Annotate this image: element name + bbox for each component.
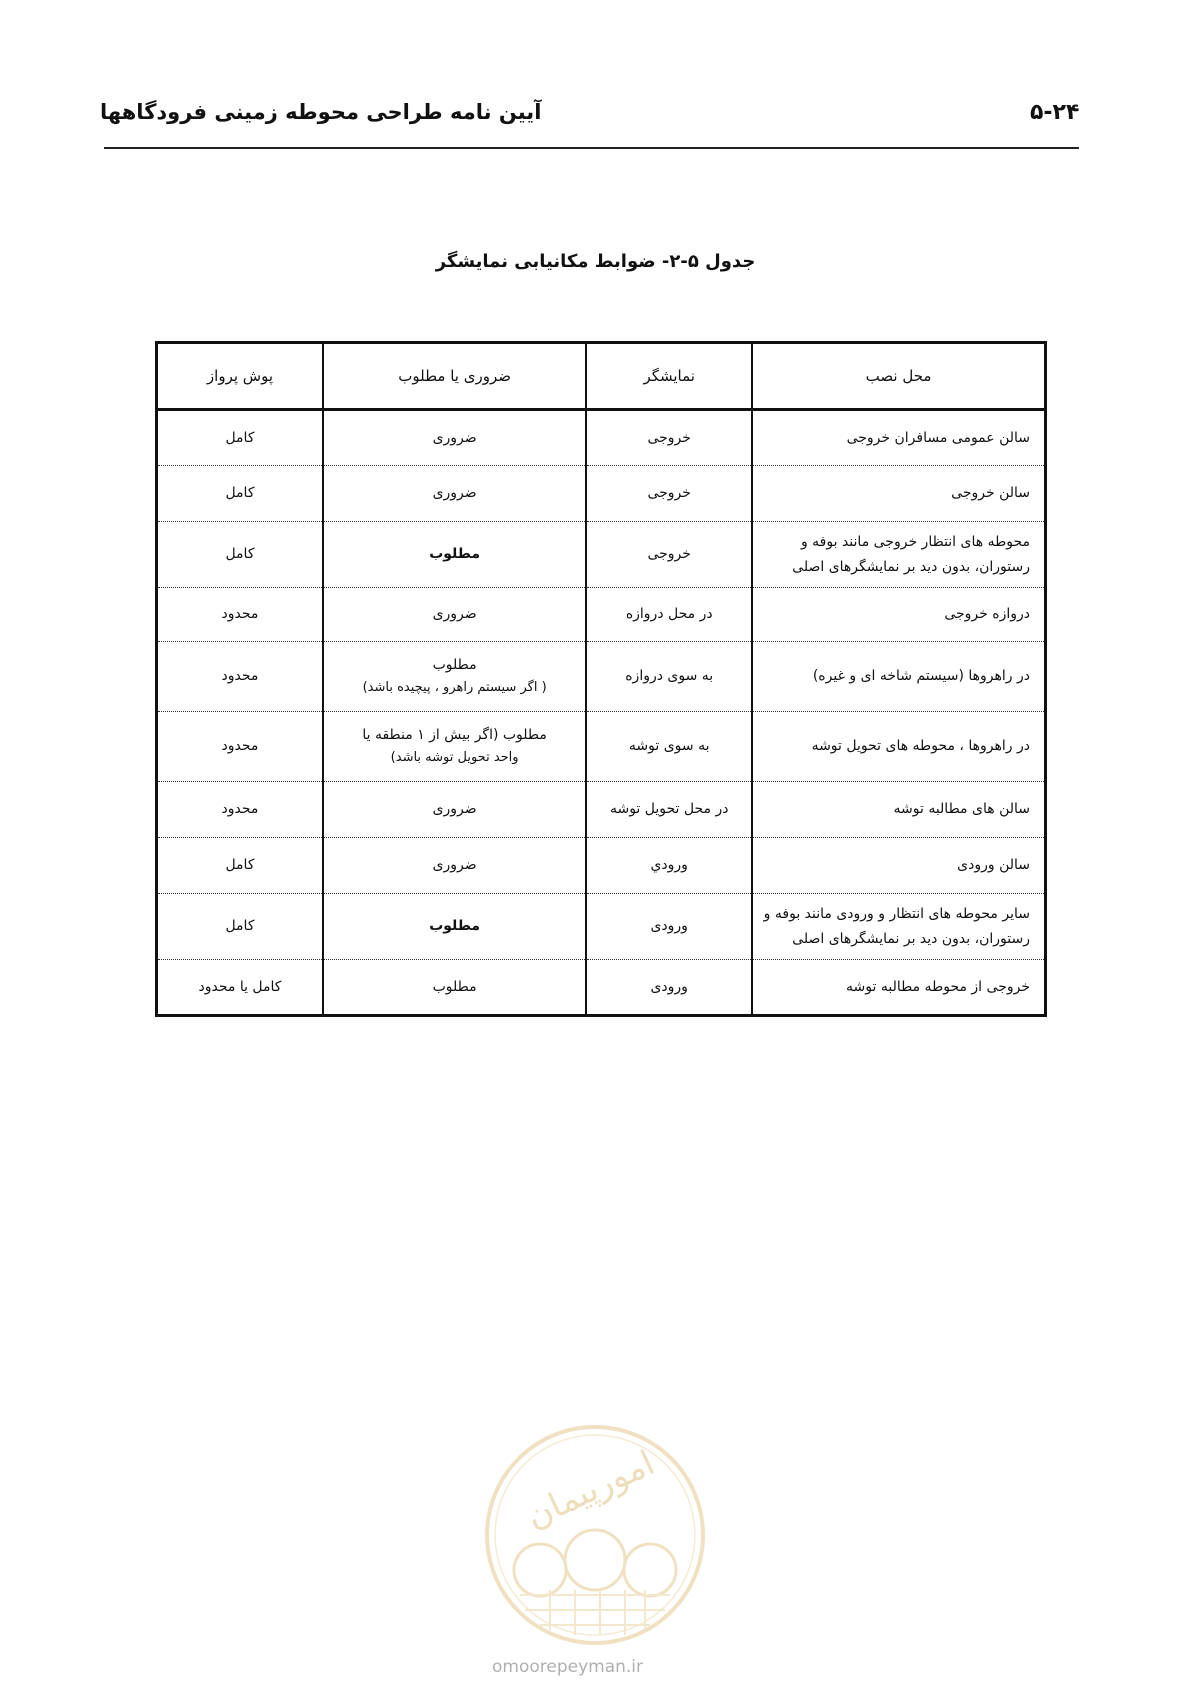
display-location-criteria-table — [155, 341, 1047, 1017]
cell-coverage: محدود — [157, 588, 323, 642]
cell-requirement: ضروری — [323, 782, 586, 838]
cell-location: دروازه خروجی — [752, 588, 1045, 642]
cell-requirement: ضروری — [323, 410, 586, 466]
cell-requirement: ضروری — [323, 466, 586, 522]
cell-requirement — [323, 642, 586, 712]
cell-display: ورودی — [586, 960, 752, 1016]
document-title: آیین نامه طراحی محوطه زمینی فرودگاهها — [100, 100, 542, 124]
watermark-url: omoorepeyman.ir — [492, 1657, 644, 1677]
cell-display: ورودی — [586, 894, 752, 960]
table-row — [157, 960, 1046, 1016]
header-coverage: پوش پرواز — [157, 343, 323, 410]
table-row — [157, 522, 1046, 588]
cell-location: سالن خروجی — [752, 466, 1045, 522]
cell-display: به سوی دروازه — [586, 642, 752, 712]
table-row — [157, 894, 1046, 960]
cell-coverage: کامل — [157, 522, 323, 588]
cell-display: ورودي — [586, 838, 752, 894]
cell-location: سایر محوطه های انتظار و ورودی مانند بوفه و رستوران، بدون دید بر نمایشگرهای اصلی — [752, 894, 1045, 960]
cell-location: سالن های مطالبه توشه — [752, 782, 1045, 838]
table-row — [157, 642, 1046, 712]
cell-coverage: کامل یا محدود — [157, 960, 323, 1016]
cell-location: سالن عمومی مسافران خروجی — [752, 410, 1045, 466]
cell-location: در راهروها ، محوطه های تحویل توشه — [752, 712, 1045, 782]
table-row — [157, 588, 1046, 642]
header-display: نمایشگر — [586, 343, 752, 410]
cell-coverage: کامل — [157, 838, 323, 894]
table-header-row — [157, 343, 1046, 410]
watermark-logo-text: امورپیمان — [520, 1443, 661, 1537]
cell-coverage: کامل — [157, 894, 323, 960]
cell-requirement: مطلوب — [323, 894, 586, 960]
cell-coverage: محدود — [157, 712, 323, 782]
cell-coverage: محدود — [157, 782, 323, 838]
cell-coverage: کامل — [157, 410, 323, 466]
cell-requirement-main: مطلوب (اگر بیش از ۱ منطقه یا — [362, 726, 547, 743]
header-divider — [104, 147, 1079, 149]
table-row — [157, 712, 1046, 782]
watermark-logo — [480, 1420, 710, 1650]
cell-requirement: ضروری — [323, 838, 586, 894]
cell-location: سالن ورودی — [752, 838, 1045, 894]
header-requirement: ضروری یا مطلوب — [323, 343, 586, 410]
cell-requirement: مطلوب — [323, 960, 586, 1016]
cell-coverage: کامل — [157, 466, 323, 522]
cell-requirement: ضروری — [323, 588, 586, 642]
cell-requirement-note: ( اگر سیستم راهرو ، پیچیده باشد) — [362, 680, 547, 696]
cell-requirement-note: واحد تحویل توشه باشد) — [390, 750, 519, 766]
table-row — [157, 466, 1046, 522]
page-number: ۵-۲۴ — [1030, 100, 1080, 125]
table-row — [157, 782, 1046, 838]
cell-display: خروجی — [586, 466, 752, 522]
cell-requirement — [323, 712, 586, 782]
cell-display: در محل دروازه — [586, 588, 752, 642]
table-caption: جدول ۵-۲- ضوابط مکانیابی نمایشگر — [435, 251, 756, 272]
cell-display: خروجی — [586, 410, 752, 466]
cell-display: خروجی — [586, 522, 752, 588]
table-row — [157, 838, 1046, 894]
cell-display: در محل تحویل توشه — [586, 782, 752, 838]
cell-location: خروجی از محوطه مطالبه توشه — [752, 960, 1045, 1016]
cell-location: در راهروها (سیستم شاخه ای و غیره) — [752, 642, 1045, 712]
cell-coverage: محدود — [157, 642, 323, 712]
cell-requirement-main: مطلوب — [432, 656, 477, 673]
header-location: محل نصب — [752, 343, 1045, 410]
table-row — [157, 410, 1046, 466]
cell-location: محوطه های انتظار خروجی مانند بوفه و رستوران، بدون دید بر نمایشگرهای اصلی — [752, 522, 1045, 588]
cell-display: به سوی توشه — [586, 712, 752, 782]
cell-requirement: مطلوب — [323, 522, 586, 588]
